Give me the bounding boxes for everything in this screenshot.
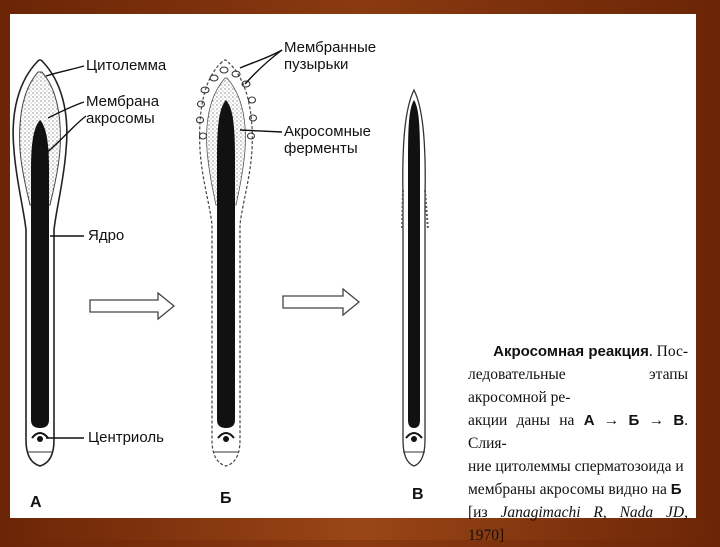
stage-b-label: Б (220, 490, 232, 507)
figure-caption (468, 340, 688, 547)
nucleus-c (408, 100, 420, 428)
sperm-a (13, 60, 67, 466)
caption-source: [из Janagimachi R, Nada JD, 1970] (468, 504, 688, 544)
label-membrane-vesicles-1: Мембранные (284, 39, 377, 56)
label-acrosome-membrane-1: Мембрана (86, 93, 160, 110)
caption-line1: . Пос- (648, 343, 688, 360)
sperm-b (197, 60, 257, 466)
arrow-a-to-b (90, 293, 174, 319)
sperm-c (402, 90, 428, 466)
label-acrosomal-enzymes-2: ферменты (284, 140, 358, 157)
caption-line3: акции даны на А → Б → В. Слия- (468, 412, 689, 452)
nucleus-a (31, 120, 49, 428)
label-centriole: Центриоль (88, 429, 164, 446)
caption-line2: ледовательные этапы акросомной ре- (468, 366, 688, 406)
caption-line4: ние цитолеммы сперматозоида и (468, 458, 684, 475)
centriole-c (411, 436, 417, 442)
label-nucleus: Ядро (88, 227, 125, 244)
arrow-b-to-c (283, 289, 359, 315)
label-acrosomal-enzymes-1: Акросомные (284, 123, 371, 140)
caption-line5: мембраны акросомы видно на Б (468, 481, 682, 498)
label-membrane-vesicles-2: пузырьки (284, 56, 349, 73)
caption-title: Акросомная реакция (493, 343, 649, 360)
label-acrosome-membrane-2: акросомы (86, 110, 155, 127)
label-cytolemma: Цитолемма (86, 57, 167, 74)
nucleus-b (217, 100, 235, 428)
stage-c-label: В (412, 486, 424, 503)
stage-a-label: А (30, 494, 42, 511)
leader-lines (44, 50, 282, 438)
centriole-a (37, 436, 43, 442)
centriole-b (223, 436, 229, 442)
